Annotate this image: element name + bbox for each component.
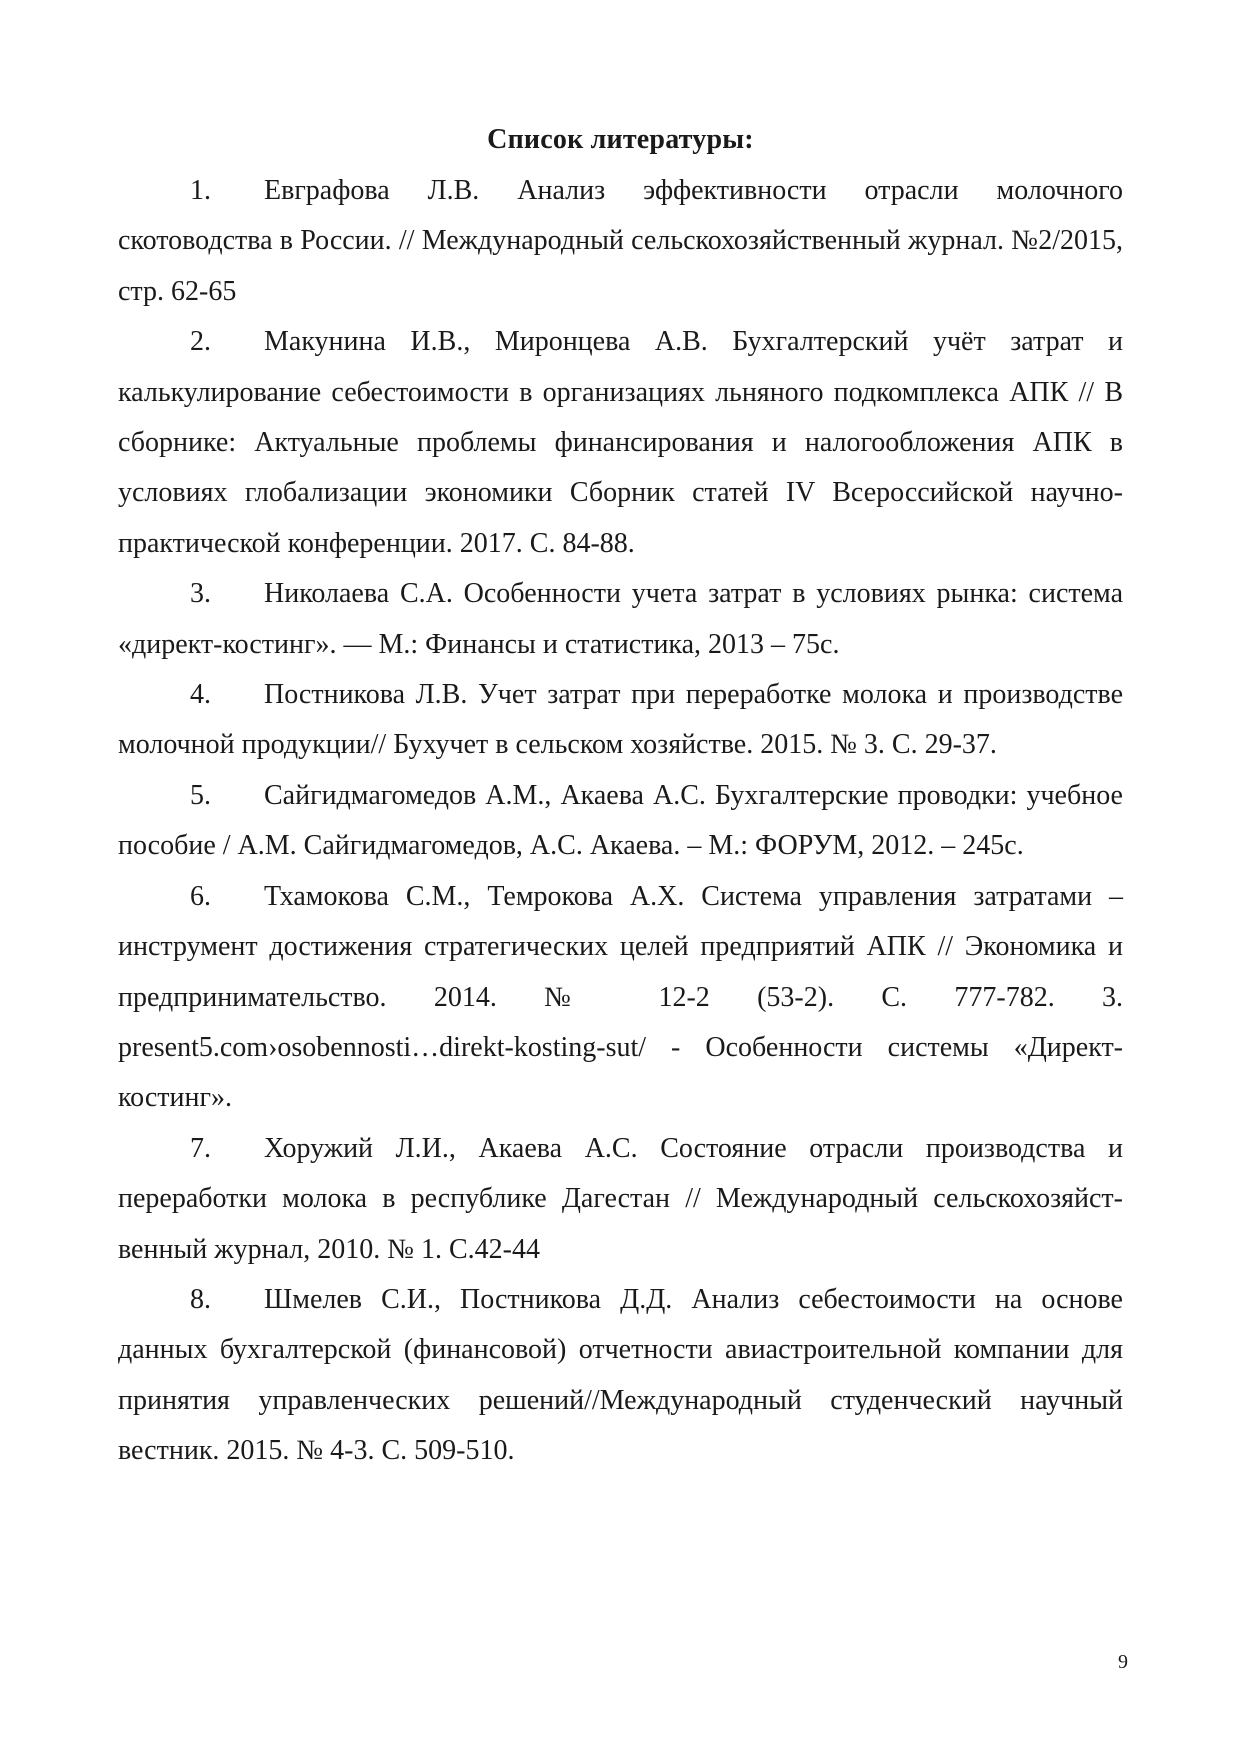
reference-number: 2. <box>190 326 211 358</box>
reference-list <box>118 166 1123 1477</box>
reference-item <box>118 670 1123 771</box>
reference-item <box>118 166 1123 317</box>
reference-number: 5. <box>190 779 211 811</box>
reference-text: Постникова Л.В. Учет затрат при переработке молока и производстве молочной продукции// Бухучет в сельском хозяйстве. 2015. № 3. С. 29-37. <box>118 679 1123 761</box>
reference-text: Евграфова Л.В. Анализ эффективности отрасли молочного скотоводства в России. // Международный сельскохозяйственный журнал. №2/2015, стр. 62-65 <box>118 175 1123 307</box>
reference-number: 4. <box>190 679 211 711</box>
reference-text: Хоружий Л.И., Акаева А.С. Состояние отрасли производства и переработки молока в республике Дагестан // Международный сельскохозяйственный журнал, 2010. № 1. С.42-44 <box>118 1132 1123 1265</box>
reference-number: 1. <box>190 175 211 206</box>
reference-number: 3. <box>190 578 211 610</box>
page-number: 9 <box>1118 1651 1128 1673</box>
reference-number: 7. <box>190 1132 211 1164</box>
reference-number: 6. <box>190 880 211 912</box>
reference-text: Николаева С.А. Особенности учета затрат в условиях рынка: система «директ-костинг». — М.: Финансы и статистика, 2013 – 75с. <box>118 578 1123 660</box>
reference-text: Шмелев С.И., Постникова Д.Д. Анализ себестоимости на основе данных бухгалтерской (финансовой) отчетности авиастроительной компании для принятия управленческих решений//Международный студенческий научный вестник. 2015. № 4-3. С. 509-510. <box>118 1283 1123 1467</box>
reference-item <box>118 569 1123 670</box>
document-page <box>118 116 1123 1477</box>
reference-item <box>118 872 1123 1124</box>
reference-text: Макунина И.В., Миронцева А.В. Бухгалтерский учёт затрат и калькулирование себестоимости в организациях льняного подкомплекса АПК // В сборнике: Актуальные проблемы финансирования и налогообложения АПК в условиях глобализации экономики Сборник статей IV Всероссийской научно-практической конференции. 2017. С. 84-88. <box>118 326 1123 559</box>
reference-text: Тхамокова С.М., Темрокова А.Х. Система управления затратами – инструмент достижения стратегических целей предприятий АПК // Экономика и предпринимательство. 2014. № 12-2 (53-2). С. 777-782. 3. present5.com›osobennosti…direkt-kosting-sut/ - Особенности системы «Директ-костинг». <box>118 880 1123 1114</box>
reference-item <box>118 1124 1123 1275</box>
reference-number: 8. <box>190 1283 211 1315</box>
reference-item <box>118 771 1123 872</box>
reference-item <box>118 317 1123 569</box>
reference-text: Сайгидмагомедов А.М., Акаева А.С. Бухгалтерские проводки: учебное пособие / А.М. Сайгидмагомедов, А.С. Акаева. – М.: ФОРУМ, 2012. – 245с. <box>118 779 1123 862</box>
page-title: Список литературы: <box>487 124 754 155</box>
reference-item <box>118 1275 1123 1477</box>
